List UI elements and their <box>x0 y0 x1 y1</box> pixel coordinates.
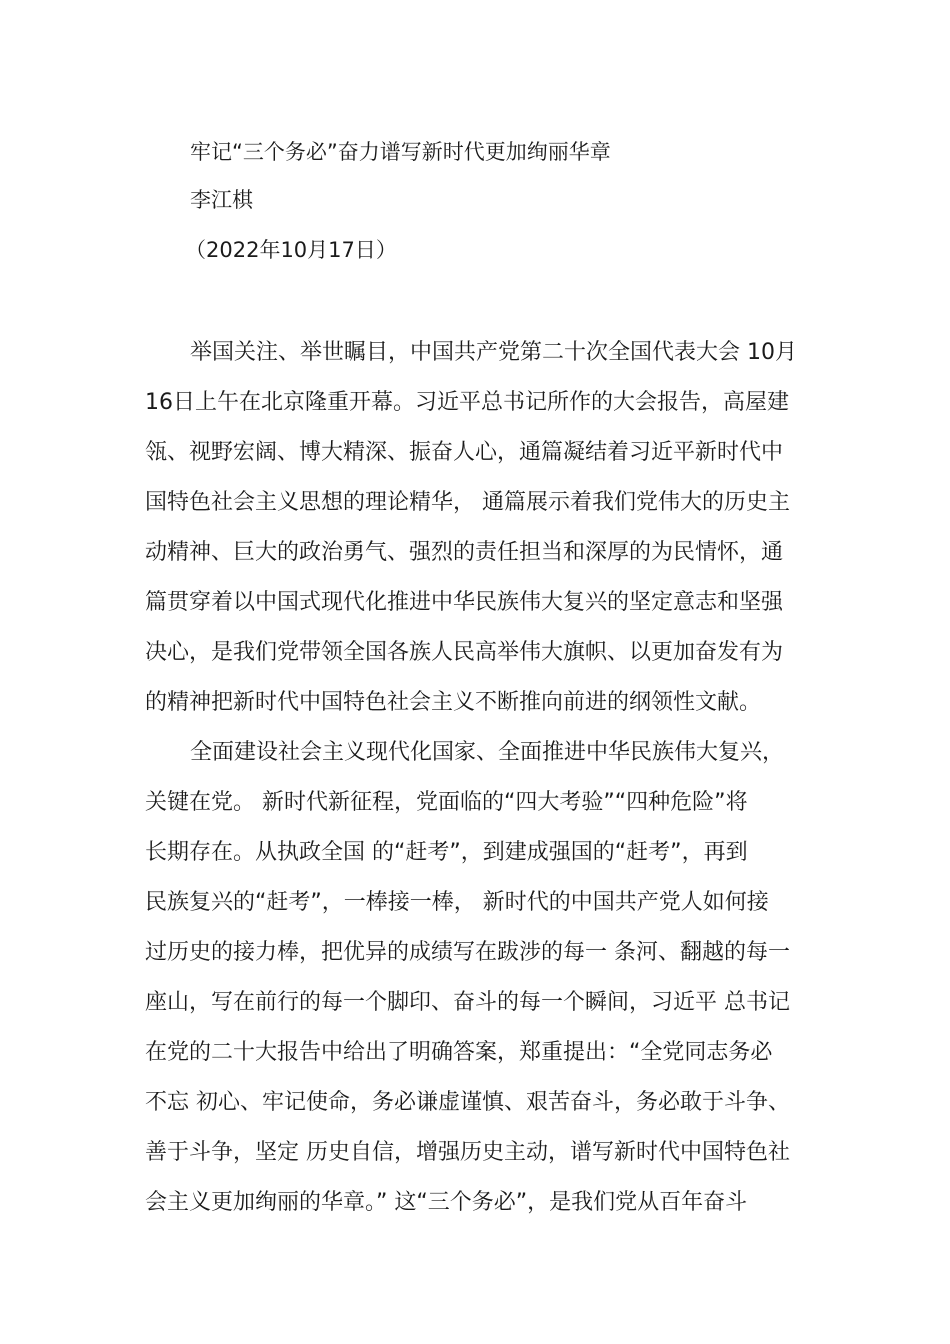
document-date: （2022年10月17日） <box>185 238 397 262</box>
paragraph-line: 过历史的接力棒，把优异的成绩写在跋涉的每一 条河、翻越的每一 <box>145 940 790 965</box>
paragraph-line: 16日上午在北京隆重开幕。习近平总书记所作的大会报告，高屋建 <box>145 390 789 415</box>
paragraph-line: 关键在党。 新时代新征程，党面临的“四大考验”“四种危险”将 <box>145 790 748 815</box>
paragraph-line: 民族复兴的“赶考”，一棒接一棒， 新时代的中国共产党人如何接 <box>145 890 769 915</box>
document-body <box>145 338 810 1238</box>
paragraph-line: 举国关注、举世瞩目，中国共产党第二十次全国代表大会 10月 <box>190 340 797 365</box>
paragraph-line: 国特色社会主义思想的理论精华， 通篇展示着我们党伟大的历史主 <box>145 490 790 515</box>
paragraph-line: 篇贯穿着以中国式现代化推进中华民族伟大复兴的坚定意志和坚强 <box>145 590 784 615</box>
paragraph-line: 座山，写在前行的每一个脚印、奋斗的每一个瞬间，习近平 总书记 <box>145 990 790 1015</box>
paragraph-1 <box>145 338 810 738</box>
paragraph-line: 全面建设社会主义现代化国家、全面推进中华民族伟大复兴， <box>190 740 785 765</box>
paragraph-line: 瓴、视野宏阔、博大精深、振奋人心，通篇凝结着习近平新时代中 <box>145 440 784 465</box>
paragraph-line: 长期存在。从执政全国 的“赶考”，到建成强国的“赶考”，再到 <box>145 840 748 865</box>
paragraph-line: 的精神把新时代中国特色社会主义不断推向前进的纲领性文献。 <box>145 690 762 715</box>
document-author: 李江棋 <box>190 188 253 212</box>
paragraph-line: 善于斗争，坚定 历史自信，增强历史主动，谱写新时代中国特色社 <box>145 1140 790 1165</box>
paragraph-line: 决心，是我们党带领全国各族人民高举伟大旗帜、以更加奋发有为 <box>145 640 784 665</box>
paragraph-line: 会主义更加绚丽的华章。” 这“三个务必”，是我们党从百年奋斗 <box>145 1190 748 1215</box>
paragraph-line: 在党的二十大报告中给出了明确答案，郑重提出：“全党同志务必 <box>145 1040 773 1065</box>
document-title: 牢记“三个务必”奋力谱写新时代更加绚丽华章 <box>190 140 611 164</box>
paragraph-line: 动精神、巨大的政治勇气、强烈的责任担当和深厚的为民情怀，通 <box>145 540 784 565</box>
paragraph-2 <box>145 738 810 1238</box>
paragraph-line: 不忘 初心、牢记使命，务必谦虚谨慎、艰苦奋斗，务必敢于斗争、 <box>145 1090 790 1115</box>
